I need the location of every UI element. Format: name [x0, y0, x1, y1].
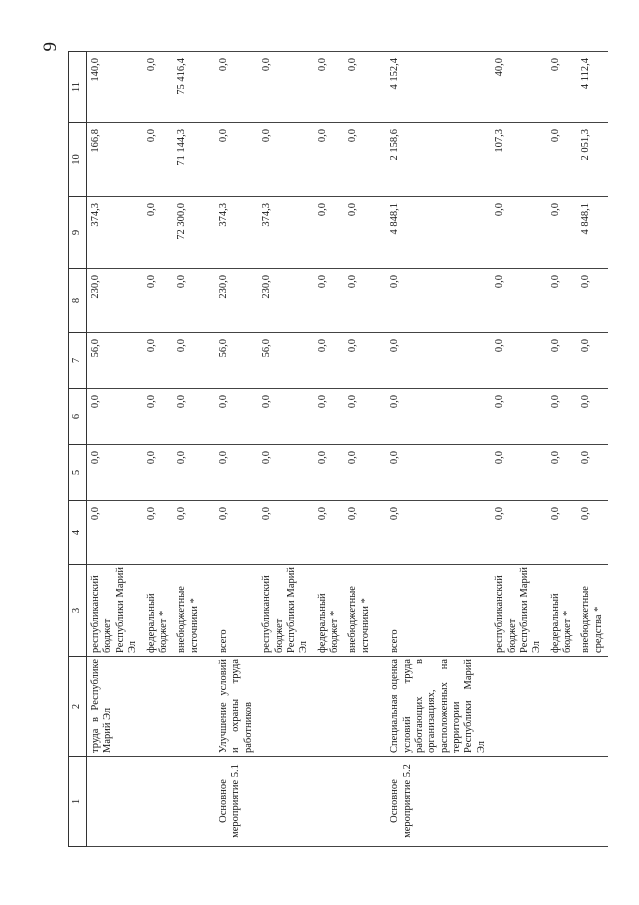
value-cell: 0,0: [314, 269, 345, 333]
value-cell: 56,0: [204, 333, 258, 389]
event-number-cell: [547, 757, 578, 847]
funding-source-cell: республиканский бюджет Республики Марий Эл: [87, 565, 143, 657]
event-name-cell: труда в Республике Марий Эл: [87, 657, 143, 757]
value-cell: 0,0: [204, 389, 258, 445]
event-number-cell: [143, 757, 174, 847]
value-cell: 0,0: [314, 389, 345, 445]
column-header: 2: [69, 657, 87, 757]
value-cell: 0,0: [491, 197, 547, 269]
value-cell: 0,0: [143, 389, 174, 445]
value-cell: 0,0: [375, 445, 491, 501]
value-cell: 0,0: [344, 445, 375, 501]
table-row: [143, 52, 174, 847]
event-number-cell: [258, 757, 314, 847]
value-cell: 0,0: [344, 333, 375, 389]
funding-source-cell: республиканский бюджет Республики Марий Эл: [491, 565, 547, 657]
value-cell: 40,0: [491, 52, 547, 123]
value-cell: 0,0: [491, 389, 547, 445]
value-cell: 0,0: [314, 52, 345, 123]
value-cell: 0,0: [258, 52, 314, 123]
funding-source-cell: внебюджетные источники *: [344, 565, 375, 657]
value-cell: 0,0: [87, 501, 143, 565]
value-cell: 0,0: [547, 445, 578, 501]
value-cell: 0,0: [547, 389, 578, 445]
event-number-cell: [577, 757, 608, 847]
event-number-cell: [314, 757, 345, 847]
value-cell: 0,0: [344, 123, 375, 197]
event-name-cell: [344, 657, 375, 757]
value-cell: 0,0: [173, 269, 204, 333]
event-number-cell: Основное мероприятие 5.1: [204, 757, 258, 847]
event-name-cell: [577, 657, 608, 757]
value-cell: 0,0: [258, 501, 314, 565]
table-row: [87, 52, 143, 847]
value-cell: 0,0: [173, 501, 204, 565]
value-cell: 107,3: [491, 123, 547, 197]
column-header: 5: [69, 445, 87, 501]
value-cell: 166,8: [87, 123, 143, 197]
value-cell: 4 112,4: [577, 52, 608, 123]
table-row: [204, 52, 258, 847]
funding-source-cell: всего: [204, 565, 258, 657]
value-cell: 2 051,3: [577, 123, 608, 197]
value-cell: 0,0: [547, 123, 578, 197]
value-cell: 0,0: [375, 333, 491, 389]
value-cell: 0,0: [491, 269, 547, 333]
event-number-cell: [87, 757, 143, 847]
value-cell: 0,0: [314, 197, 345, 269]
funding-source-cell: всего: [375, 565, 491, 657]
value-cell: 0,0: [173, 445, 204, 501]
page-number: 9: [40, 42, 61, 52]
value-cell: 0,0: [375, 389, 491, 445]
value-cell: 0,0: [143, 197, 174, 269]
table-row: [547, 52, 578, 847]
event-name-cell: Специальная оценка условий труда работающих в организациях, расположенных на территории Республики Марий Эл: [375, 657, 491, 757]
table-row: [577, 52, 608, 847]
value-cell: 0,0: [577, 501, 608, 565]
event-name-cell: [143, 657, 174, 757]
value-cell: 0,0: [344, 197, 375, 269]
value-cell: 0,0: [344, 269, 375, 333]
value-cell: 0,0: [577, 389, 608, 445]
column-header: 7: [69, 333, 87, 389]
value-cell: 4 848,1: [577, 197, 608, 269]
value-cell: 374,3: [204, 197, 258, 269]
value-cell: 0,0: [314, 501, 345, 565]
value-cell: 0,0: [344, 52, 375, 123]
column-header: 3: [69, 565, 87, 657]
value-cell: 0,0: [547, 333, 578, 389]
value-cell: 0,0: [314, 123, 345, 197]
event-name-cell: [314, 657, 345, 757]
value-cell: 140,0: [87, 52, 143, 123]
value-cell: 0,0: [491, 333, 547, 389]
column-header: 4: [69, 501, 87, 565]
event-name-cell: [258, 657, 314, 757]
value-cell: 0,0: [87, 389, 143, 445]
value-cell: 0,0: [143, 123, 174, 197]
value-cell: 0,0: [577, 445, 608, 501]
value-cell: 0,0: [204, 123, 258, 197]
value-cell: 0,0: [577, 269, 608, 333]
value-cell: 2 158,6: [375, 123, 491, 197]
value-cell: 230,0: [87, 269, 143, 333]
event-number-cell: [344, 757, 375, 847]
value-cell: 0,0: [258, 445, 314, 501]
column-header: 11: [69, 52, 87, 123]
table-row: [375, 52, 491, 847]
funding-source-cell: республиканский бюджет Республики Марий Эл: [258, 565, 314, 657]
value-cell: 0,0: [143, 501, 174, 565]
value-cell: 0,0: [143, 333, 174, 389]
value-cell: 71 144,3: [173, 123, 204, 197]
value-cell: 0,0: [87, 445, 143, 501]
column-header: 9: [69, 197, 87, 269]
value-cell: 0,0: [173, 389, 204, 445]
value-cell: 72 300,0: [173, 197, 204, 269]
value-cell: 0,0: [314, 333, 345, 389]
value-cell: 0,0: [547, 269, 578, 333]
value-cell: 75 416,4: [173, 52, 204, 123]
value-cell: 230,0: [258, 269, 314, 333]
value-cell: 230,0: [204, 269, 258, 333]
table-row: [258, 52, 314, 847]
funding-source-cell: федеральный бюджет *: [547, 565, 578, 657]
funding-source-cell: внебюджетные источники *: [173, 565, 204, 657]
value-cell: 0,0: [547, 197, 578, 269]
value-cell: 0,0: [143, 52, 174, 123]
event-name-cell: [547, 657, 578, 757]
budget-table: [68, 51, 608, 847]
event-number-cell: [173, 757, 204, 847]
value-cell: 56,0: [258, 333, 314, 389]
value-cell: 0,0: [491, 501, 547, 565]
table-row: [491, 52, 547, 847]
value-cell: 4 848,1: [375, 197, 491, 269]
column-header: 6: [69, 389, 87, 445]
event-name-cell: Улучшение условий и охраны труда работников: [204, 657, 258, 757]
value-cell: 0,0: [204, 501, 258, 565]
table-row: [173, 52, 204, 847]
event-name-cell: [491, 657, 547, 757]
value-cell: 56,0: [87, 333, 143, 389]
column-number-row: [69, 52, 87, 847]
funding-source-cell: федеральный бюджет *: [314, 565, 345, 657]
value-cell: 374,3: [258, 197, 314, 269]
value-cell: 0,0: [375, 269, 491, 333]
table-body: [87, 52, 609, 847]
event-number-cell: [491, 757, 547, 847]
value-cell: 0,0: [204, 52, 258, 123]
value-cell: 0,0: [344, 501, 375, 565]
event-name-cell: [173, 657, 204, 757]
value-cell: 0,0: [258, 389, 314, 445]
event-number-cell: Основное мероприятие 5.2: [375, 757, 491, 847]
value-cell: 0,0: [547, 52, 578, 123]
value-cell: 374,3: [87, 197, 143, 269]
value-cell: 0,0: [375, 501, 491, 565]
value-cell: 0,0: [173, 333, 204, 389]
value-cell: 0,0: [143, 269, 174, 333]
column-header: 1: [69, 757, 87, 847]
table-row: [314, 52, 345, 847]
value-cell: 0,0: [258, 123, 314, 197]
value-cell: 4 152,4: [375, 52, 491, 123]
column-header: 8: [69, 269, 87, 333]
value-cell: 0,0: [143, 445, 174, 501]
value-cell: 0,0: [491, 445, 547, 501]
value-cell: 0,0: [547, 501, 578, 565]
table-row: [344, 52, 375, 847]
value-cell: 0,0: [314, 445, 345, 501]
column-header: 10: [69, 123, 87, 197]
value-cell: 0,0: [204, 445, 258, 501]
value-cell: 0,0: [577, 333, 608, 389]
funding-source-cell: внебюджетные средства *: [577, 565, 608, 657]
value-cell: 0,0: [344, 389, 375, 445]
funding-source-cell: федеральный бюджет *: [143, 565, 174, 657]
